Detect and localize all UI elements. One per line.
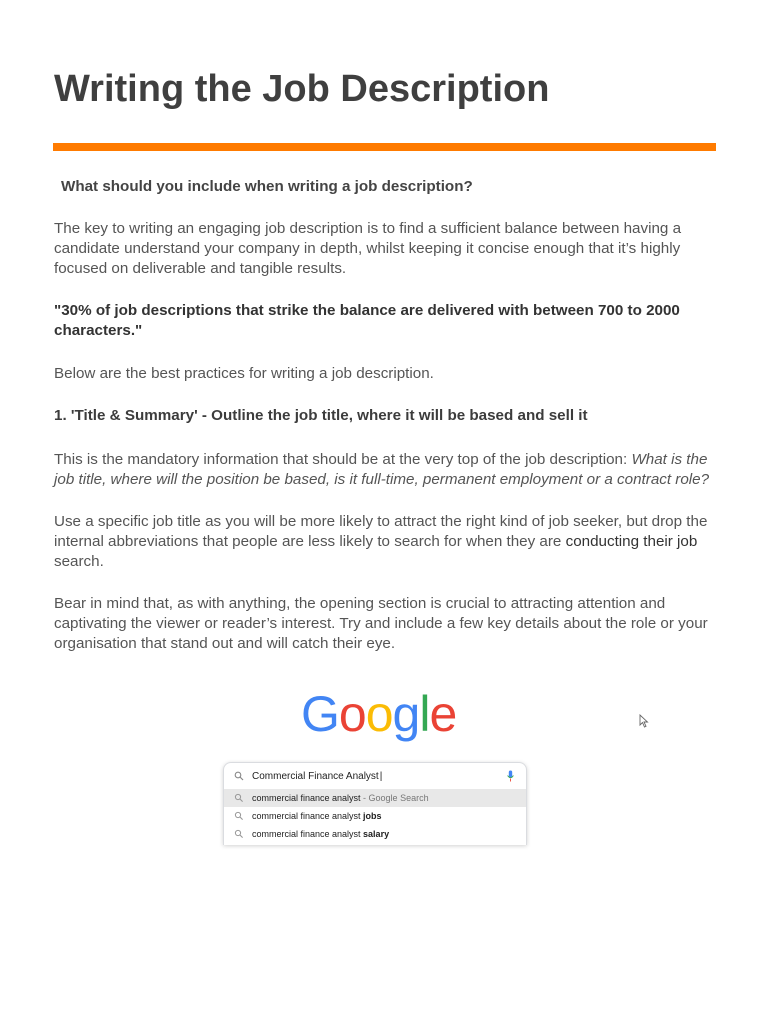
suggestion-text: [252, 811, 382, 821]
search-input[interactable]: [224, 766, 526, 786]
job-title-paragraph: [54, 512, 716, 572]
opening-section-paragraph: Bear in mind that, as with anything, the opening section is crucial to attracting attention and captivating the viewer or reader’s interest. Try and include a few key details about the role or your organisation that stand out and will catch their eye.: [54, 595, 708, 652]
suggestion-item[interactable]: [224, 789, 526, 807]
section-heading-title-summary: 1. 'Title & Summary' - Outline the job title, where it will be based and sell it: [54, 407, 588, 424]
logo-letter: o: [365, 686, 393, 742]
microphone-icon[interactable]: [507, 770, 514, 782]
mouse-pointer-icon: [639, 714, 649, 728]
suggestion-base: commercial finance analyst: [252, 793, 361, 803]
search-icon: [234, 829, 244, 839]
job-title-text-highlight: conducting their job: [565, 533, 698, 550]
job-title-text-end: search.: [54, 553, 104, 570]
mandatory-info-paragraph: [54, 450, 716, 490]
logo-letter: g: [392, 686, 420, 742]
logo-letter: o: [338, 686, 366, 742]
best-practices-intro: Below are the best practices for writing a job description.: [54, 365, 434, 382]
suggestion-bold: jobs: [363, 811, 382, 821]
suggestion-bold: salary: [363, 829, 390, 839]
suggestion-text: [252, 829, 389, 839]
mandatory-info-text: This is the mandatory information that should be at the very top of the job description:: [54, 451, 632, 468]
text-caret: |: [379, 770, 383, 782]
section-question: What should you include when writing a job description?: [61, 178, 473, 195]
suggestion-base: commercial finance analyst: [252, 811, 364, 821]
logo-letter: l: [419, 686, 430, 742]
logo-letter: G: [301, 686, 339, 742]
mandatory-info-questions: What is the job title, where will the position be based, is it full-time, permanent employment or a contract role?: [54, 451, 710, 488]
search-box[interactable]: [223, 762, 527, 845]
intro-paragraph: The key to writing an engaging job description is to find a sufficient balance between having a candidate understand your company in depth, whilst keeping it concise enough that it’s highly focused on deliverable and tangible results.: [54, 220, 682, 277]
page-title: Writing the Job Description: [54, 68, 550, 110]
suggestion-item[interactable]: [224, 807, 526, 825]
search-icon: [234, 811, 244, 821]
logo-letter: e: [429, 686, 457, 742]
search-icon: [234, 771, 244, 781]
suggestion-text: [252, 793, 429, 803]
search-icon: [234, 793, 244, 803]
title-divider: [53, 143, 716, 151]
google-search-screenshot: [57, 676, 713, 844]
job-title-text: Use a specific job title as you will be more likely to attract the right kind of job seeker, but drop the internal abbreviations that people are less likely to search for when they are: [54, 513, 708, 550]
suggestion-item[interactable]: [224, 825, 526, 843]
statistic-quote: "30% of job descriptions that strike the balance are delivered with between 700 to 2000 characters.": [54, 302, 680, 339]
google-logo: [301, 684, 456, 744]
suggestion-suffix: - Google Search: [360, 793, 429, 803]
search-query: Commercial Finance Analyst: [252, 770, 379, 782]
suggestion-base: commercial finance analyst: [252, 829, 364, 839]
